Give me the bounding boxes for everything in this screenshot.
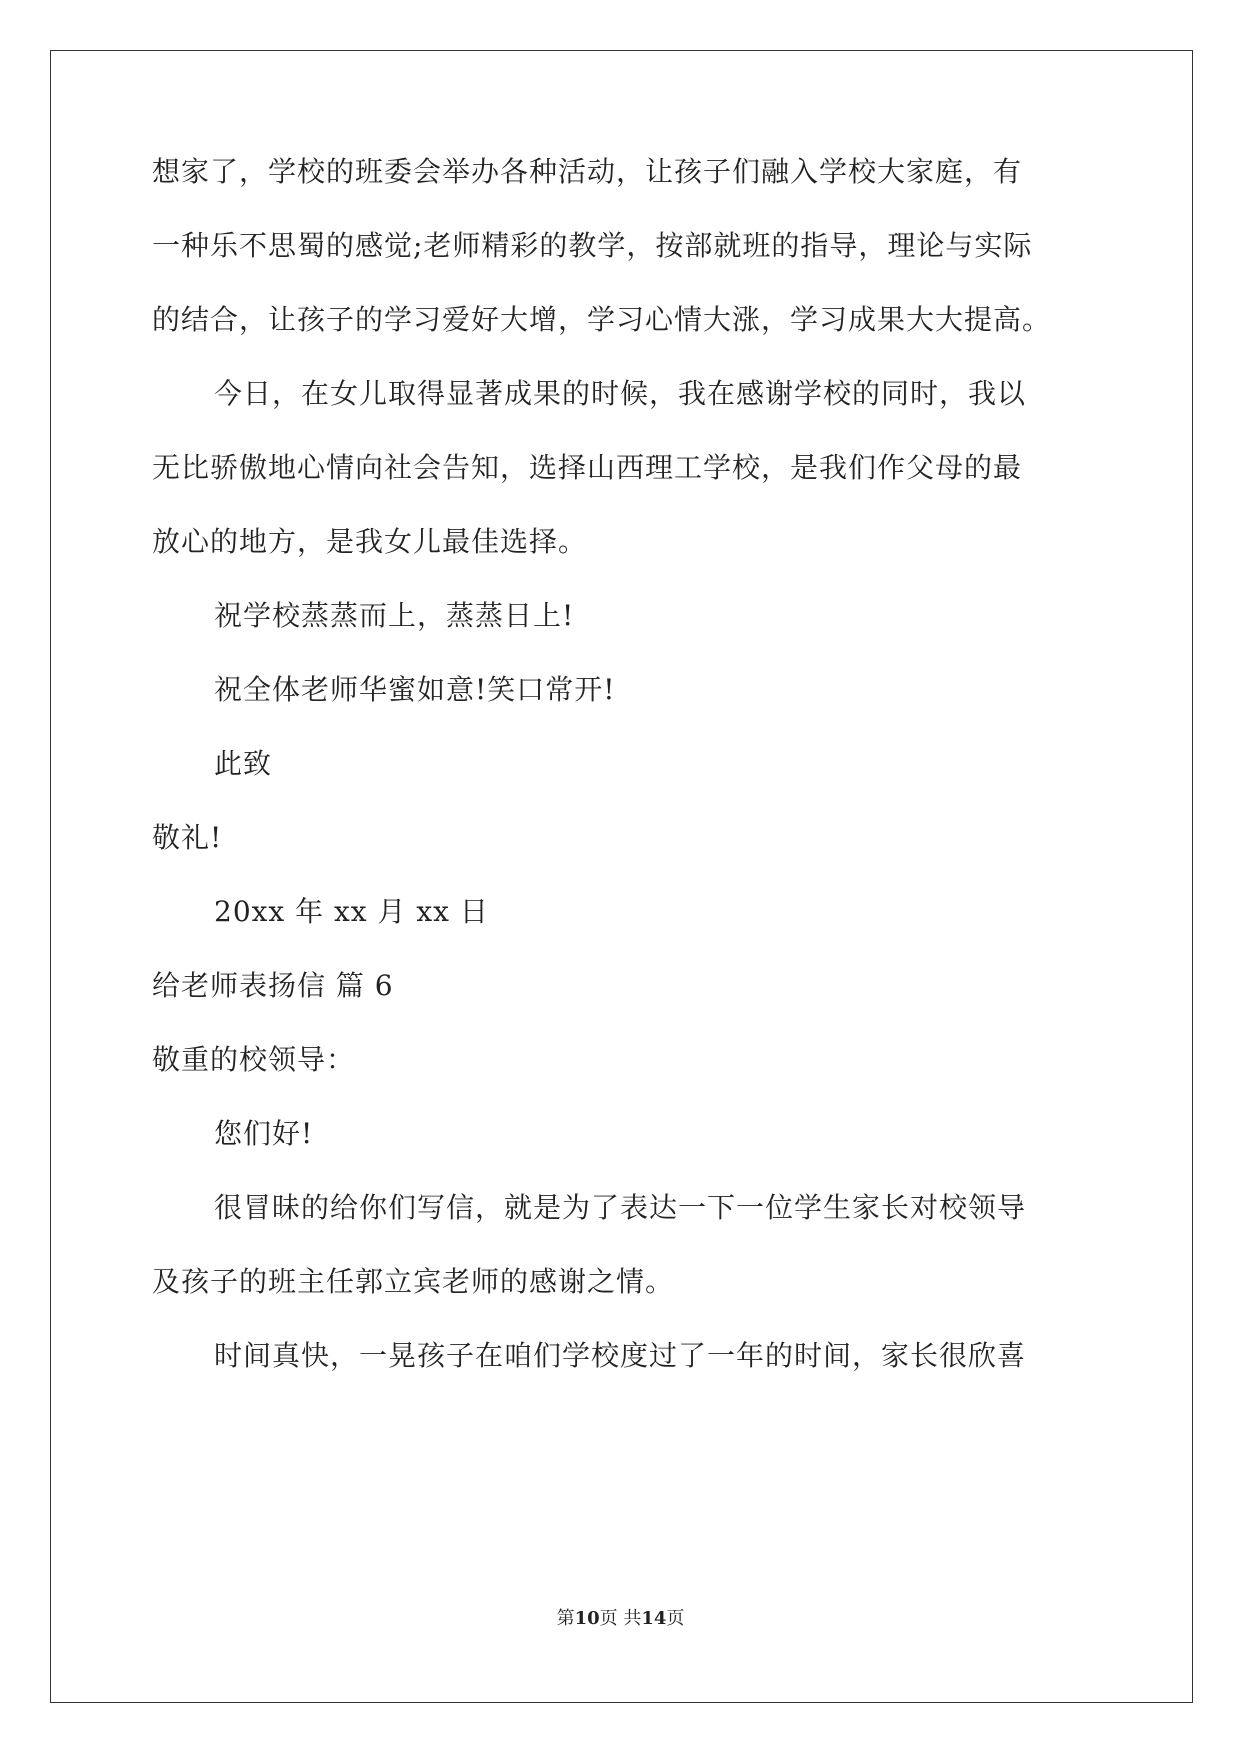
wish-line-1: 祝学校蒸蒸而上，蒸蒸日上! [214,599,575,632]
salutation: 敬重的校领导： [152,1043,356,1076]
date-line: 20xx 年 xx 月 xx 日 [214,895,489,928]
greeting: 您们好! [214,1117,314,1150]
footer-total-pages: 14 [641,1608,667,1629]
body-line-8: 及孩子的班主任郭立宾老师的感谢之情。 [152,1265,675,1298]
closing-cizhi: 此致 [214,747,273,780]
body-line-2: 一种乐不思蜀的感觉;老师精彩的教学，按部就班的指导，理论与实际 [152,229,1033,262]
closing-jingli: 敬礼! [152,821,223,854]
footer-middle: 页 共 [599,1608,642,1629]
body-line-5: 无比骄傲地心情向社会告知，选择山西理工学校，是我们作父母的最 [152,451,1023,484]
wish-line-2: 祝全体老师华蜜如意!笑口常开! [214,673,616,706]
section-heading: 给老师表扬信 篇 6 [152,969,394,1002]
body-line-9: 时间真快，一晃孩子在咱们学校度过了一年的时间，家长很欣喜 [214,1339,1027,1372]
body-line-3: 的结合，让孩子的学习爱好大增，学习心情大涨，学习成果大大提高。 [152,303,1052,336]
footer-suffix: 页 [666,1608,685,1629]
body-line-4: 今日，在女儿取得显著成果的时候，我在感谢学校的同时，我以 [214,377,1027,410]
page-border [50,50,1193,1703]
page-number-footer [0,1607,1241,1631]
body-line-1: 想家了，学校的班委会举办各种活动，让孩子们融入学校大家庭，有 [152,155,1023,188]
body-line-6: 放心的地方，是我女儿最佳选择。 [152,525,588,558]
body-line-7: 很冒昧的给你们写信，就是为了表达一下一位学生家长对校领导 [214,1191,1027,1224]
footer-current-page: 10 [574,1608,600,1629]
footer-prefix: 第 [556,1608,575,1629]
